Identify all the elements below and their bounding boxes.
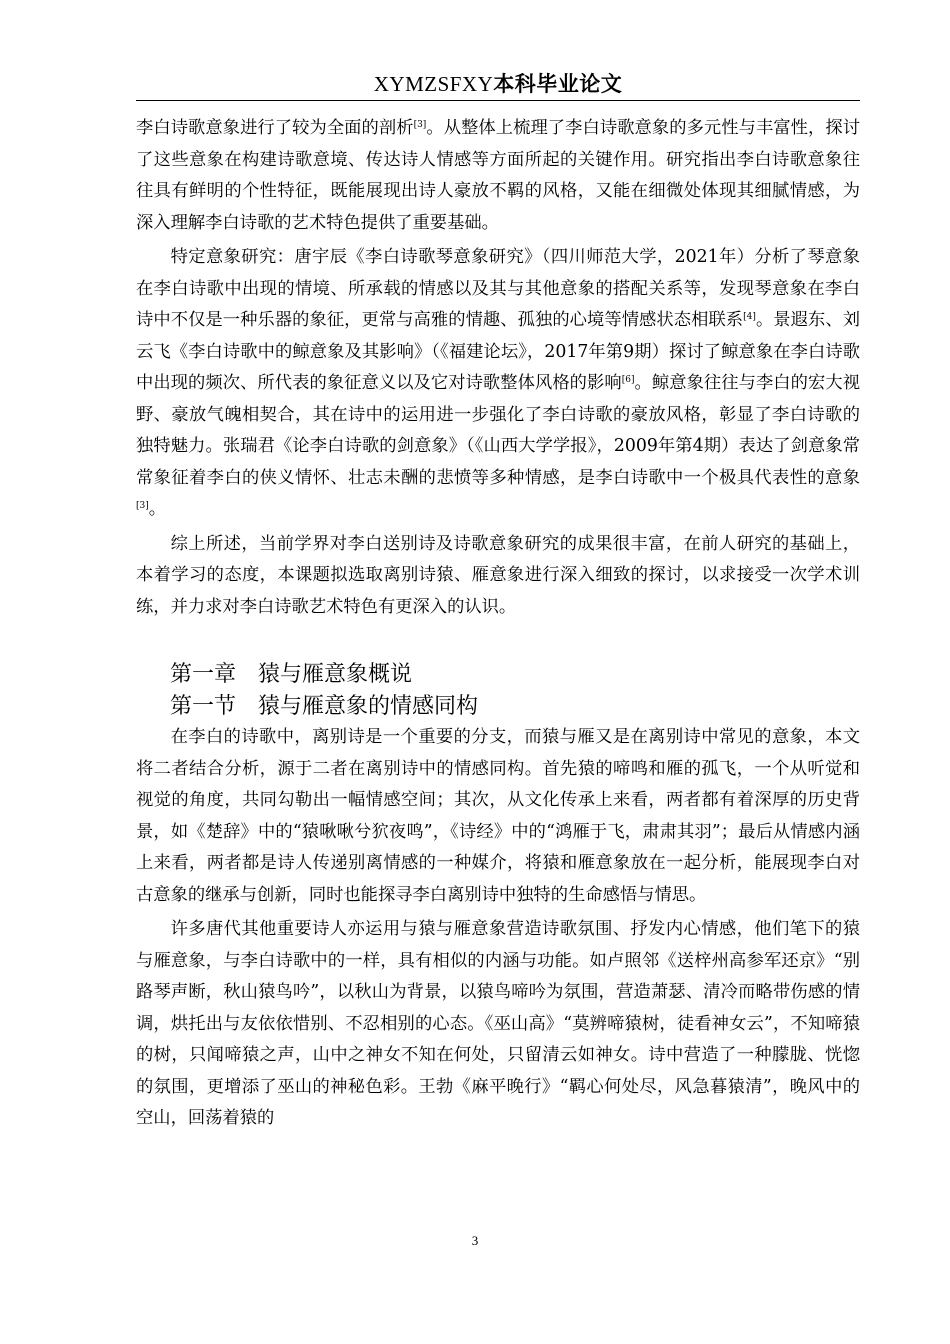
body-content — [136, 113, 860, 1138]
section-heading — [170, 692, 860, 722]
paragraph-other-poets: 许多唐代其他重要诗人亦运用与猿与雁意象营造诗歌氛围、抒发内心情感，他们笔下的猿与雁意象，与李白诗歌中的一样，具有相似的内涵与功能。如卢照邻《送梓州高参军还京》“别路琴声断，秋山猿鸟吟”，以秋山为背景，以猿鸟啼吟为氛围，营造萧瑟、清冷而略带伤感的情调，烘托出与友依依惜别、不忍相别的心态。《巫山高》“莫辨啼猿树，徒看神女云”，不知啼猿的树，只闻啼猿之声，山中之神女不知在何处，只留清云如神女。诗中营造了一种朦胧、恍惚的氛围，更增添了巫山的神秘色彩。王勃《麻平晚行》“羁心何处尽，风急暮猿清”，晚风中的空山，回荡着猿的 — [136, 919, 860, 1128]
text-run: 。鲸意象往往与李白的宏大视野、豪放气魄相契合，其在诗中的运用进一步强化了李白诗歌的豪放风格，彰显了李白诗歌的独特魅力。张瑞君《论李白诗歌的剑意象》（《山西大学学报》，2009年第4期）表达了剑意象常常象征着李白的侠义情怀、壮志未酬的悲愤等多种情感，是李白诗歌中一个极具代表性的意象 — [136, 373, 860, 488]
text-run: 李白诗歌意象进行了较为全面的剖析 — [136, 118, 414, 138]
chapter-heading — [170, 658, 860, 692]
citation: [4] — [743, 312, 756, 322]
chapter-title: 猿与雁意象概说 — [258, 662, 413, 687]
section-number: 第一节 — [170, 694, 237, 719]
text-run: 。 — [148, 499, 167, 519]
chapter-number: 第一章 — [170, 662, 237, 687]
text-run: 。从整体上梳理了李白诗歌意象的多元性与丰富性，探讨了这些意象在构建诗歌意境、传达诗人情感等方面所起的关键作用。研究指出李白诗歌意象往往具有鲜明的个性特征，既能展现出诗人豪放不羁的风格，又能在细微处体现其细腻情感，为深入理解李白诗歌的艺术特色提供了重要基础。 — [136, 118, 860, 233]
citation: [3] — [413, 120, 427, 130]
page-header — [136, 70, 860, 98]
header-school-code: XYMZSFXY — [373, 72, 494, 96]
page-number: 3 — [471, 1233, 479, 1248]
paragraph-summary: 综上所述，当前学界对李白送别诗及诗歌意象研究的成果很丰富，在前人研究的基础上，本着学习的态度，本课题拟选取离别诗猿、雁意象进行深入细致的探讨，以求接受一次学术训练，并力求对李白诗歌艺术特色有更深入的认识。 — [136, 533, 860, 617]
section-title: 猿与雁意象的情感同构 — [258, 694, 479, 719]
citation: [6] — [621, 375, 635, 385]
citation: [3] — [136, 501, 149, 511]
text-run: 。景遐东、刘云飞《李白诗歌中的鲸意象及其影响》（《福建论坛》，2017年第9期）探讨了鲸意象在李白诗歌中出现的频次、所代表的象征意义以及它对诗歌整体风格的影响 — [136, 310, 860, 393]
text-run: 特定意象研究：唐宇辰《李白诗歌琴意象研究》（四川师范大学，2021年）分析了琴意象在李白诗歌中出现的情境、所承载的情感以及其与其他意象的搭配关系等，发现琴意象在李白诗中不仅是一种乐器的象征，更常与高雅的情趣、孤独的心境等情感状态相联系 — [136, 247, 860, 330]
paragraph-emotional-isomorphism: 在李白的诗歌中，离别诗是一个重要的分支，而猿与雁又是在离别诗中常见的意象，本文将二者结合分析，源于二者在离别诗中的情感同构。首先猿的啼鸣和雁的孤飞，一个从听觉和视觉的角度，共同勾勒出一幅情感空间；其次，从文化传承上来看，两者都有着深厚的历史背景，如《楚辞》中的“猿啾啾兮狖夜鸣”，《诗经》中的“鸿雁于飞，肃肃其羽”；最后从情感内涵上来看，两者都是诗人传递别离情感的一种媒介，将猿和雁意象放在一起分析，能展现李白对古意象的继承与创新，同时也能探寻李白离别诗中独特的生命感悟与情思。 — [136, 727, 860, 905]
paragraph-continuation — [136, 113, 860, 239]
paragraph-specific-imagery — [136, 242, 860, 526]
header-rule — [136, 100, 860, 101]
header-thesis-label: 本科毕业论文 — [493, 72, 623, 96]
